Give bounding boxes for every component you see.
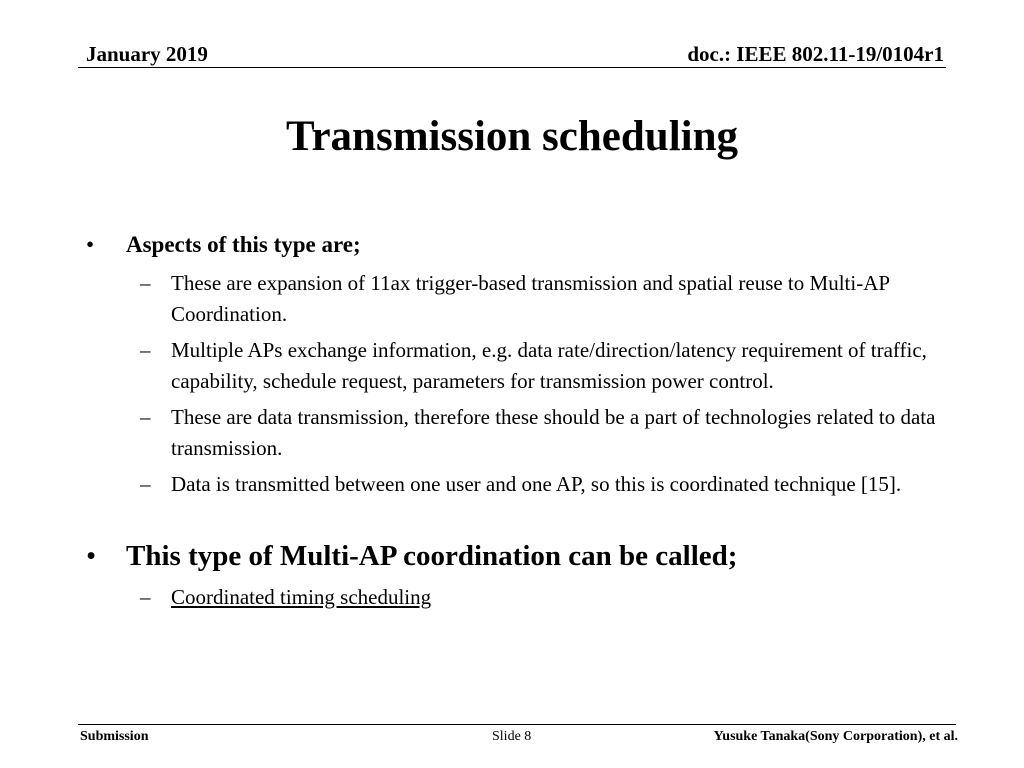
sub-item-text: These are expansion of 11ax trigger-based transmission and spatial reuse to Multi-AP Coordination.: [171, 271, 890, 326]
header-doc-id: doc.: IEEE 802.11-19/0104r1: [687, 42, 944, 66]
footer-slide-number: Slide 8: [492, 729, 532, 744]
slide-title: Transmission scheduling: [285, 113, 739, 160]
bullet-icon: •: [86, 539, 97, 572]
section-heading: Aspects of this type are;: [126, 232, 361, 257]
dash-icon: –: [140, 338, 151, 362]
section-heading: This type of Multi-AP coordination can be called;: [126, 539, 738, 572]
sub-item: [86, 402, 946, 463]
footer-submission: Submission: [80, 729, 149, 744]
dash-icon: –: [140, 271, 151, 295]
bullet-icon: •: [86, 232, 95, 257]
sub-item-text: These are data transmission, therefore these should be a part of technologies related to data transmission.: [171, 405, 936, 460]
sub-item-text: Multiple APs exchange information, e.g. data rate/direction/latency requirement of traffic, capability, schedule request, parameters for transmission power control.: [171, 338, 927, 393]
dash-icon: –: [140, 472, 151, 496]
dash-icon: –: [140, 584, 151, 609]
sub-item: [86, 335, 946, 396]
footer-divider: [78, 724, 956, 725]
section-naming: [86, 536, 946, 576]
header-date: January 2019: [86, 42, 208, 66]
section-aspects: [86, 228, 946, 262]
dash-icon: –: [140, 405, 151, 429]
footer-author: Yusuke Tanaka(Sony Corporation), et al.: [713, 729, 958, 744]
sub-item: [86, 469, 946, 500]
sub-item: [86, 268, 946, 329]
slide-content: [86, 228, 946, 612]
coordinated-timing-scheduling-link[interactable]: Coordinated timing scheduling: [171, 584, 432, 609]
sub-item-text: Data is transmitted between one user and one AP, so this is coordinated technique [15].: [171, 472, 902, 496]
sub-item: [86, 582, 946, 613]
header-divider: [78, 67, 946, 68]
